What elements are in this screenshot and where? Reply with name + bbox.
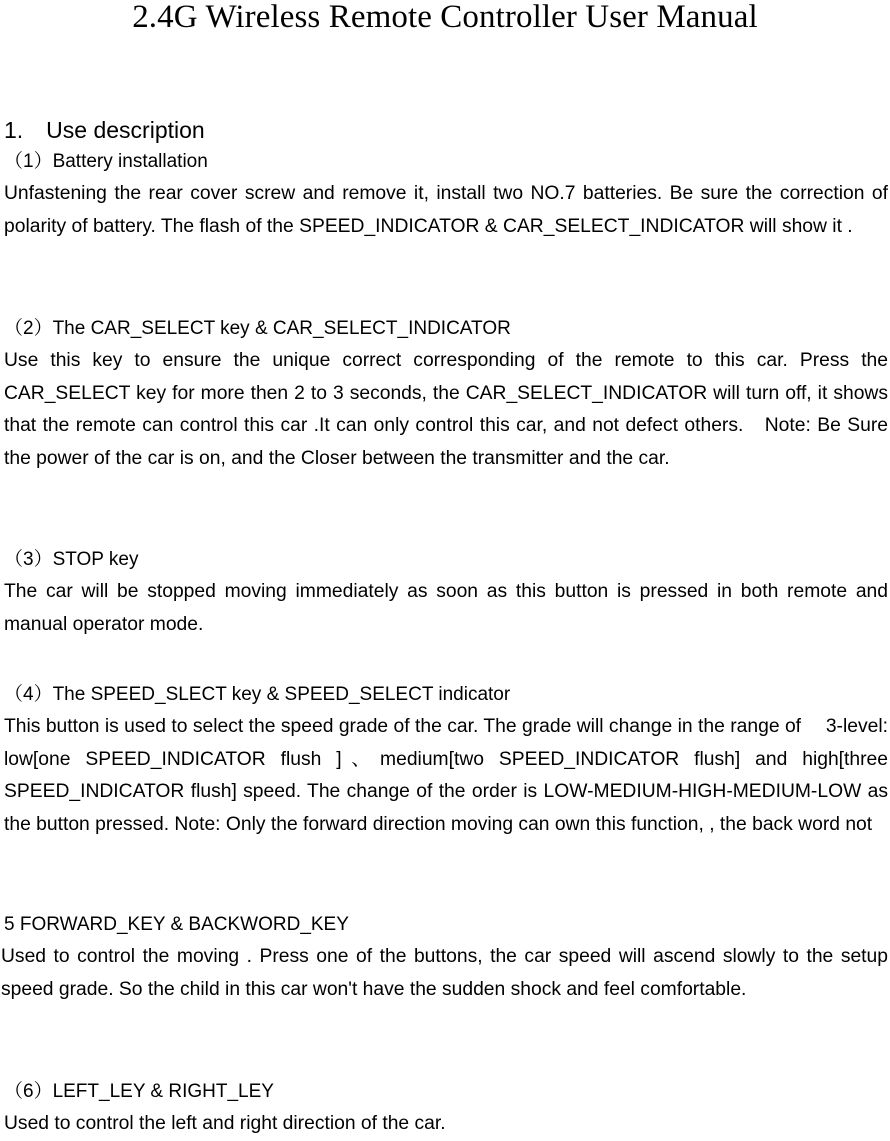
subsection-heading: （6）LEFT_LEY & RIGHT_LEY <box>4 1081 274 1102</box>
subsection-paragraph: Used to control the left and right direction of the car. <box>4 1113 446 1134</box>
subsection-heading: （3）STOP key <box>4 549 139 570</box>
subsection-paragraph: This button is used to select the speed grade of the car. The grade will change in the range of 3-level: low[one SPEED_INDICATOR flush ]、medium[two SPEED_INDICATOR flush] and high[three SPEED_INDICATOR flush] speed. The change of the order is LOW-MEDIUM-HIGH-MEDIUM-LOW as the button pressed. Note: Only the forward direction moving can own this function, , the back word not <box>4 716 888 835</box>
subsection-heading: 5 FORWARD_KEY & BACKWORD_KEY <box>4 914 349 935</box>
section-heading-use-description: 1. Use description <box>4 117 205 143</box>
section-forward-backword-key <box>1 913 888 1006</box>
subsection-paragraph: Use this key to ensure the unique correct corresponding of the remote to this car. Press the CAR_SELECT key for more then 2 to 3 seconds, the CAR_SELECT_INDICATOR will turn off, it shows that the remote can control this car .It can only control this car, and not defect others. Note: Be Sure the power of the car is on, and the Closer between the transmitter and the car. <box>4 350 888 469</box>
subsection-heading: （1）Battery installation <box>4 151 208 172</box>
subsection-paragraph: Used to control the moving . Press one of the buttons, the car speed will ascend slowly to the setup speed grade. So the child in this car won't have the sudden shock and feel comfortable. <box>1 946 888 1000</box>
section-left-right-key <box>4 1080 888 1141</box>
section-car-select-key <box>4 317 888 475</box>
subsection-heading: （2）The CAR_SELECT key & CAR_SELECT_INDICATOR <box>4 318 511 339</box>
section-stop-key <box>4 548 888 641</box>
section-speed-select-key <box>4 683 888 841</box>
document-title: 2.4G Wireless Remote Controller User Manual <box>132 0 758 35</box>
section-battery-installation <box>4 150 888 243</box>
subsection-paragraph: The car will be stopped moving immediately as soon as this button is pressed in both remote and manual operator mode. <box>4 581 888 635</box>
subsection-heading: （4）The SPEED_SLECT key & SPEED_SELECT indicator <box>4 684 511 705</box>
subsection-paragraph: Unfastening the rear cover screw and remove it, install two NO.7 batteries. Be sure the correction of polarity of battery. The flash of the SPEED_INDICATOR & CAR_SELECT_INDICATOR will show it . <box>4 183 888 237</box>
